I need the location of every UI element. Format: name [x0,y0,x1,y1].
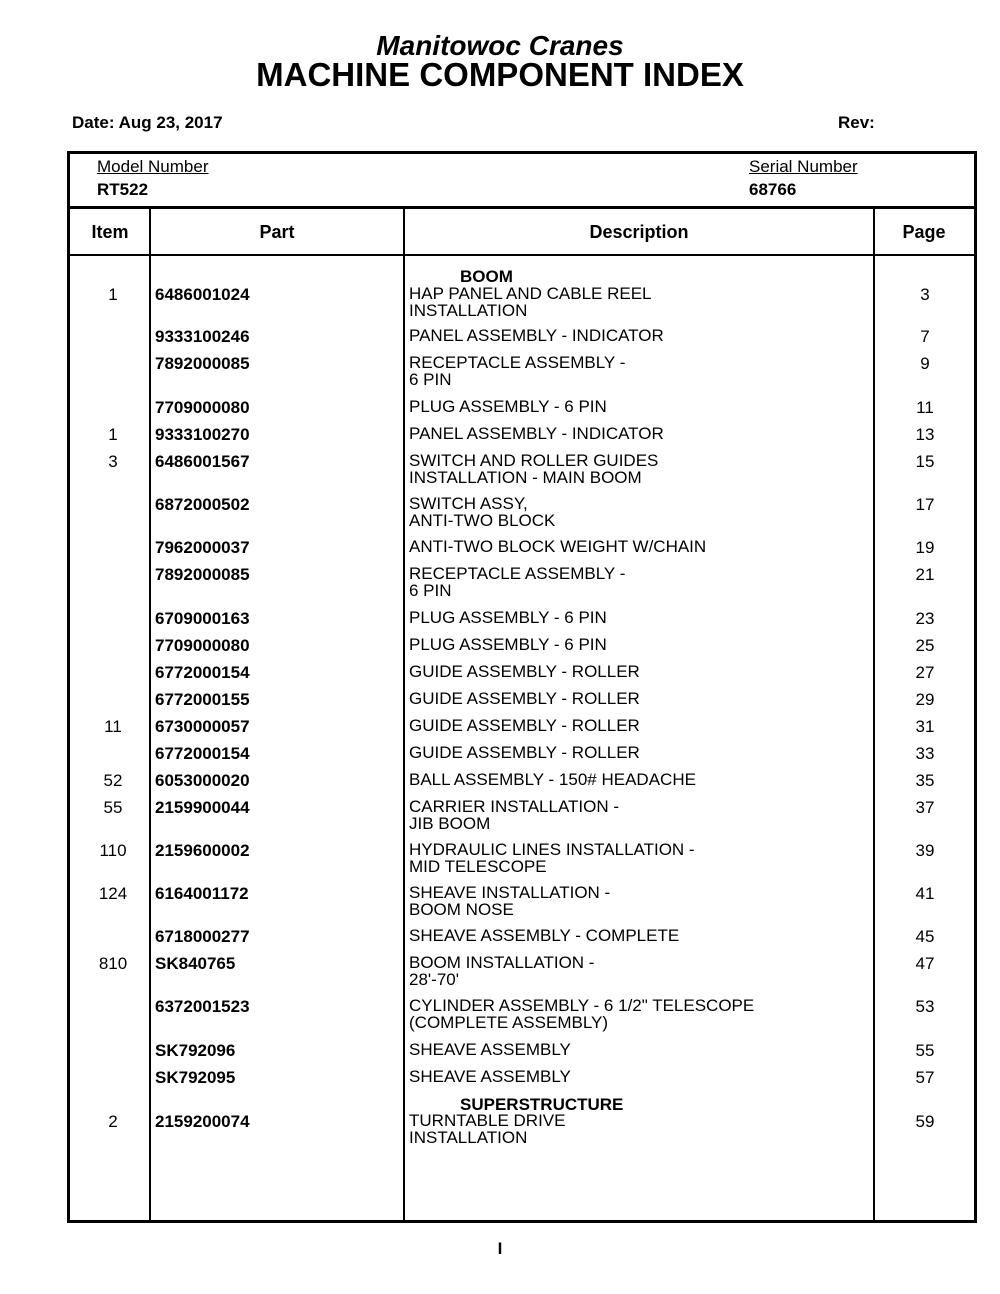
description-line: GUIDE ASSEMBLY - ROLLER [409,716,640,735]
item-cell: 1 [108,285,118,304]
page-cell: 39 [915,841,935,860]
page-cell: 11 [916,398,934,417]
header-divider [70,206,974,209]
item-cell: 810 [98,954,128,973]
part-number-cell: 6164001172 [155,884,249,903]
page-cell: 41 [915,884,935,903]
part-number-cell: SK840765 [155,954,236,973]
page-cell: 53 [915,997,935,1016]
description-line: 6 PIN [409,370,452,389]
description-line: ANTI-TWO BLOCK [409,511,556,530]
page-cell: 3 [920,285,930,304]
page-cell: 19 [915,538,935,557]
page-cell: 55 [915,1041,935,1060]
description-line: GUIDE ASSEMBLY - ROLLER [409,743,640,762]
page-cell: 47 [915,954,935,973]
part-number-cell: 6772000155 [155,690,250,709]
description-line: BALL ASSEMBLY - 150# HEADACHE [409,770,696,789]
part-number-cell: 6486001024 [155,285,250,304]
description-line: CYLINDER ASSEMBLY - 6 1/2" TELESCOPE [409,996,755,1015]
page-cell: 37 [915,798,935,817]
document-title: MACHINE COMPONENT INDEX [256,56,744,93]
column-header-item: Item [91,222,129,242]
column-header-description: Description [589,222,689,242]
description-line: PLUG ASSEMBLY - 6 PIN [409,635,607,654]
company-name: Manitowoc Cranes [376,30,624,61]
item-cell: 55 [103,798,123,817]
part-number-cell: 6053000020 [155,771,250,790]
serial-number-label: Serial Number [749,157,858,176]
component-table [67,151,977,1223]
description-line: PLUG ASSEMBLY - 6 PIN [409,608,607,627]
part-number-cell: 2159200074 [155,1112,250,1131]
page-cell: 45 [915,927,935,946]
description-line: SHEAVE ASSEMBLY [409,1067,571,1086]
page-cell: 31 [915,717,935,736]
page-cell: 27 [915,663,935,682]
description-line: HYDRAULIC LINES INSTALLATION - [409,840,695,859]
description-line: PANEL ASSEMBLY - INDICATOR [409,326,664,345]
description-line: CARRIER INSTALLATION - [409,797,620,816]
part-number-cell: 7709000080 [155,398,250,417]
item-cell: 2 [108,1112,118,1131]
description-line: PLUG ASSEMBLY - 6 PIN [409,397,607,416]
page-cell: 9 [920,354,930,373]
item-cell: 124 [98,884,128,903]
description-line: GUIDE ASSEMBLY - ROLLER [409,662,640,681]
column-header-part: Part [259,222,295,242]
date-label: Date: Aug 23, 2017 [72,113,223,132]
part-number-cell: 6718000277 [155,927,250,946]
page-cell: 57 [915,1068,935,1087]
part-number-cell: 7892000085 [155,354,250,373]
description-line: BOOM NOSE [409,900,514,919]
part-number-cell: 7709000080 [155,636,250,655]
description-line: SHEAVE ASSEMBLY [409,1040,571,1059]
description-line: RECEPTACLE ASSEMBLY - [409,564,626,583]
description-line: SHEAVE ASSEMBLY - COMPLETE [409,926,680,945]
description-line: SWITCH AND ROLLER GUIDES [409,451,659,470]
section-heading-boom: BOOM [460,267,513,286]
part-number-cell: 6486001567 [155,452,250,471]
item-cell: 1 [108,425,118,444]
section-heading-superstructure: SUPERSTRUCTURE [460,1095,624,1114]
description-line: 28'-70' [409,970,459,989]
description-line: BOOM INSTALLATION - [409,953,595,972]
description-line: HAP PANEL AND CABLE REEL [409,284,652,303]
model-number-label: Model Number [97,157,209,176]
part-number-cell: 7892000085 [155,565,250,584]
part-number-cell: 2159600002 [155,841,250,860]
description-line: INSTALLATION [409,301,528,320]
column-divider-part [403,209,405,1220]
page-number: I [497,1239,503,1258]
page-cell: 13 [915,425,935,444]
item-cell: 11 [104,717,122,736]
page-cell: 15 [915,452,935,471]
page-cell: 21 [915,565,935,584]
description-line: INSTALLATION [409,1128,528,1147]
page-cell: 17 [915,495,935,514]
part-number-cell: 6372001523 [155,997,250,1016]
revision-label: Rev: [838,113,875,132]
part-number-cell: 2159900044 [155,798,250,817]
page-cell: 59 [915,1112,935,1131]
description-line: PANEL ASSEMBLY - INDICATOR [409,424,664,443]
part-number-cell: 9333100246 [155,327,250,346]
item-cell: 52 [103,771,123,790]
page-cell: 23 [915,609,935,628]
serial-number-value: 68766 [749,180,797,199]
column-header-page: Page [902,222,946,242]
description-line: RECEPTACLE ASSEMBLY - [409,353,626,372]
part-number-cell: SK792095 [155,1068,236,1087]
item-cell: 110 [99,841,127,860]
column-divider-item [149,209,151,1220]
model-number-value: RT522 [97,180,149,199]
description-line: SHEAVE INSTALLATION - [409,883,611,902]
description-line: GUIDE ASSEMBLY - ROLLER [409,689,640,708]
description-line: INSTALLATION - MAIN BOOM [409,468,642,487]
part-number-cell: 6772000154 [155,663,250,682]
description-line: TURNTABLE DRIVE [409,1111,566,1130]
description-line: (COMPLETE ASSEMBLY) [409,1013,609,1032]
part-number-cell: 6872000502 [155,495,250,514]
page-cell: 35 [915,771,935,790]
item-cell: 3 [108,452,118,471]
page-cell: 7 [920,327,930,346]
page-cell: 29 [915,690,935,709]
page-cell: 25 [915,636,935,655]
column-header-divider [70,254,974,256]
part-number-cell: 7962000037 [155,538,250,557]
part-number-cell: 6709000163 [155,609,250,628]
part-number-cell: 6772000154 [155,744,250,763]
description-line: MID TELESCOPE [409,857,547,876]
part-number-cell: 9333100270 [155,425,250,444]
part-number-cell: 6730000057 [155,717,250,736]
description-line: 6 PIN [409,581,452,600]
description-line: ANTI-TWO BLOCK WEIGHT W/CHAIN [409,537,707,556]
column-divider-description [873,209,875,1220]
page-cell: 33 [915,744,935,763]
part-number-cell: SK792096 [155,1041,236,1060]
description-line: SWITCH ASSY, [409,494,528,513]
description-line: JIB BOOM [409,814,491,833]
